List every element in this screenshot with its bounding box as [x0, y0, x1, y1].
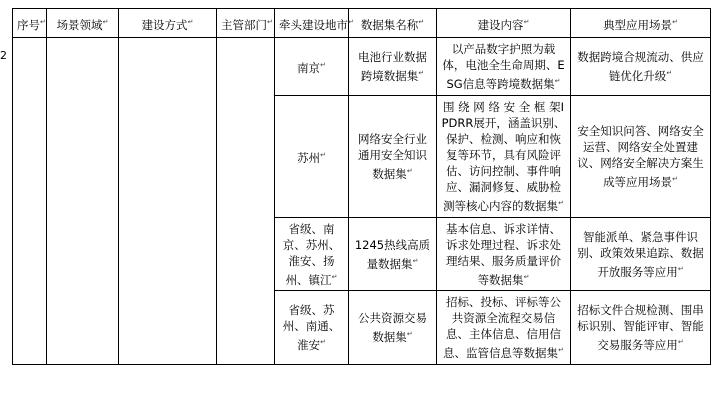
- header-mark-domain: ↵: [102, 17, 109, 26]
- cell-scene: [571, 217, 711, 291]
- header-label-dept: 主管部门: [221, 17, 267, 32]
- cell-content-text: 基本信息、诉求详情、诉求处理过程、诉求处理结果、服务质量评价等数据集: [446, 221, 561, 287]
- table-header: [13, 9, 711, 38]
- cell-scene: [571, 95, 711, 217]
- header-label-city: 牵头建设地市: [279, 17, 348, 32]
- cell-scene-text: 数据跨境合规流动、供应链优化升级: [577, 50, 704, 83]
- cell-domain: [47, 38, 119, 365]
- cell-dataset-name-text: 1245热线高质量数据集: [354, 237, 431, 271]
- cell-scene-mark: ↵: [666, 69, 673, 77]
- table-row: [13, 38, 711, 96]
- cell-content-text: 围 绕 网 络 安 全 框 架IPDRR展开，涵盖识别、保护、检测、响应和恢复等环节，具有风险评估、访问控制、事件响应、漏洞修复、威胁检测等核心内容的数据集: [441, 99, 566, 213]
- cell-city-text: 省级、南京、苏州、淮安、扬州、镇江: [282, 221, 341, 287]
- cell-mode: [119, 38, 217, 365]
- cell-city-text: 省级、苏州、南通、淮安: [282, 303, 341, 353]
- cell-content-mark: ↵: [554, 77, 561, 85]
- cell-content-text: 以产品数字护照为载体，电池全生命周期、ESG信息等跨境数据集: [442, 42, 565, 91]
- cell-content: [437, 217, 571, 291]
- cell-scene-mark: ↵: [672, 174, 678, 183]
- column-header-city: [275, 9, 354, 38]
- cell-dataset-name-text: 公共资源交易数据集: [358, 311, 427, 345]
- cell-scene-mark: ↵: [677, 264, 684, 273]
- cell-dataset-name: [349, 38, 437, 96]
- header-mark-no: ↵: [40, 17, 46, 26]
- cell-city-mark: ↵: [331, 272, 338, 281]
- header-mark-city: ↵: [348, 17, 354, 26]
- column-header-domain: [47, 9, 119, 38]
- cell-content-mark: ↵: [558, 346, 564, 355]
- cell-content-mark: ↵: [558, 198, 564, 207]
- cell-scene: [571, 291, 711, 365]
- cell-city-mark: ↵: [320, 338, 326, 347]
- header-label-name: 数据集名称: [360, 17, 419, 32]
- cell-dataset-name-mark: ↵: [406, 166, 413, 175]
- cell-city: [275, 95, 349, 217]
- cell-dataset-name-mark: ↵: [412, 256, 419, 265]
- cell-scene-text: 安全知识问答、网络安全运营、网络安全处置建议、网络安全解决方案生成等应用场景: [577, 123, 704, 189]
- column-header-name: [349, 9, 437, 38]
- column-header-no: [13, 9, 47, 38]
- column-header-scene: [571, 9, 711, 38]
- cell-city-text: 苏州: [297, 150, 321, 165]
- cell-city-mark: ↵: [320, 150, 326, 159]
- header-label-scene: 典型应用场景: [603, 17, 673, 32]
- page-left-marker: 2: [0, 49, 7, 62]
- cell-dept: [217, 38, 275, 365]
- header-label-mode: 建设方式: [141, 17, 188, 32]
- cell-content: [437, 95, 571, 217]
- cell-dataset-name-text: 网络安全行业通用安全知识数据集: [358, 131, 427, 181]
- cell-dataset-name-mark: ↵: [418, 69, 425, 77]
- column-header-mode: [119, 9, 217, 38]
- cell-dataset-name-text: 电池行业数据跨境数据集: [358, 50, 427, 83]
- cell-city-mark: ↵: [320, 61, 326, 69]
- header-mark-scene: ↵: [672, 17, 678, 26]
- cell-no: [13, 38, 47, 365]
- cell-content: [437, 38, 571, 96]
- table-header-row: [13, 9, 711, 38]
- cell-city: [275, 291, 349, 365]
- cell-city: [275, 217, 349, 291]
- cell-dataset-name: [349, 291, 437, 365]
- header-mark-dept: ↵: [267, 17, 273, 26]
- cell-content: [437, 291, 571, 365]
- table-body: [13, 38, 711, 365]
- cell-scene-text: 智能派单、紧急事件识别、政策效果追踪、数据开放服务等应用: [577, 229, 704, 279]
- cell-content-mark: ↵: [523, 272, 530, 281]
- header-label-no: 序号: [17, 17, 40, 32]
- cell-scene-text: 招标文件合规检测、围串标识别、智能评审、智能交易服务等应用: [577, 303, 704, 353]
- column-header-dept: [217, 9, 275, 38]
- header-mark-content: ↵: [523, 17, 530, 26]
- header-label-content: 建设内容: [477, 17, 524, 32]
- cell-dataset-name: [349, 95, 437, 217]
- cell-dataset-name-mark: ↵: [406, 330, 413, 339]
- cell-city: [275, 38, 349, 96]
- cell-scene: [571, 38, 711, 96]
- cell-dataset-name: [349, 217, 437, 291]
- cell-content-text: 招标、投标、评标等公共资源全流程交易信息、主体信息、信用信息、监管信息等数据集: [443, 295, 561, 361]
- header-mark-name: ↵: [418, 17, 425, 26]
- header-label-domain: 场景领域: [56, 17, 103, 32]
- cell-city-text: 南京: [297, 60, 321, 75]
- column-header-content: [437, 9, 571, 38]
- header-mark-mode: ↵: [187, 17, 194, 26]
- cell-scene-mark: ↵: [677, 338, 684, 347]
- data-catalog-table: [12, 8, 711, 365]
